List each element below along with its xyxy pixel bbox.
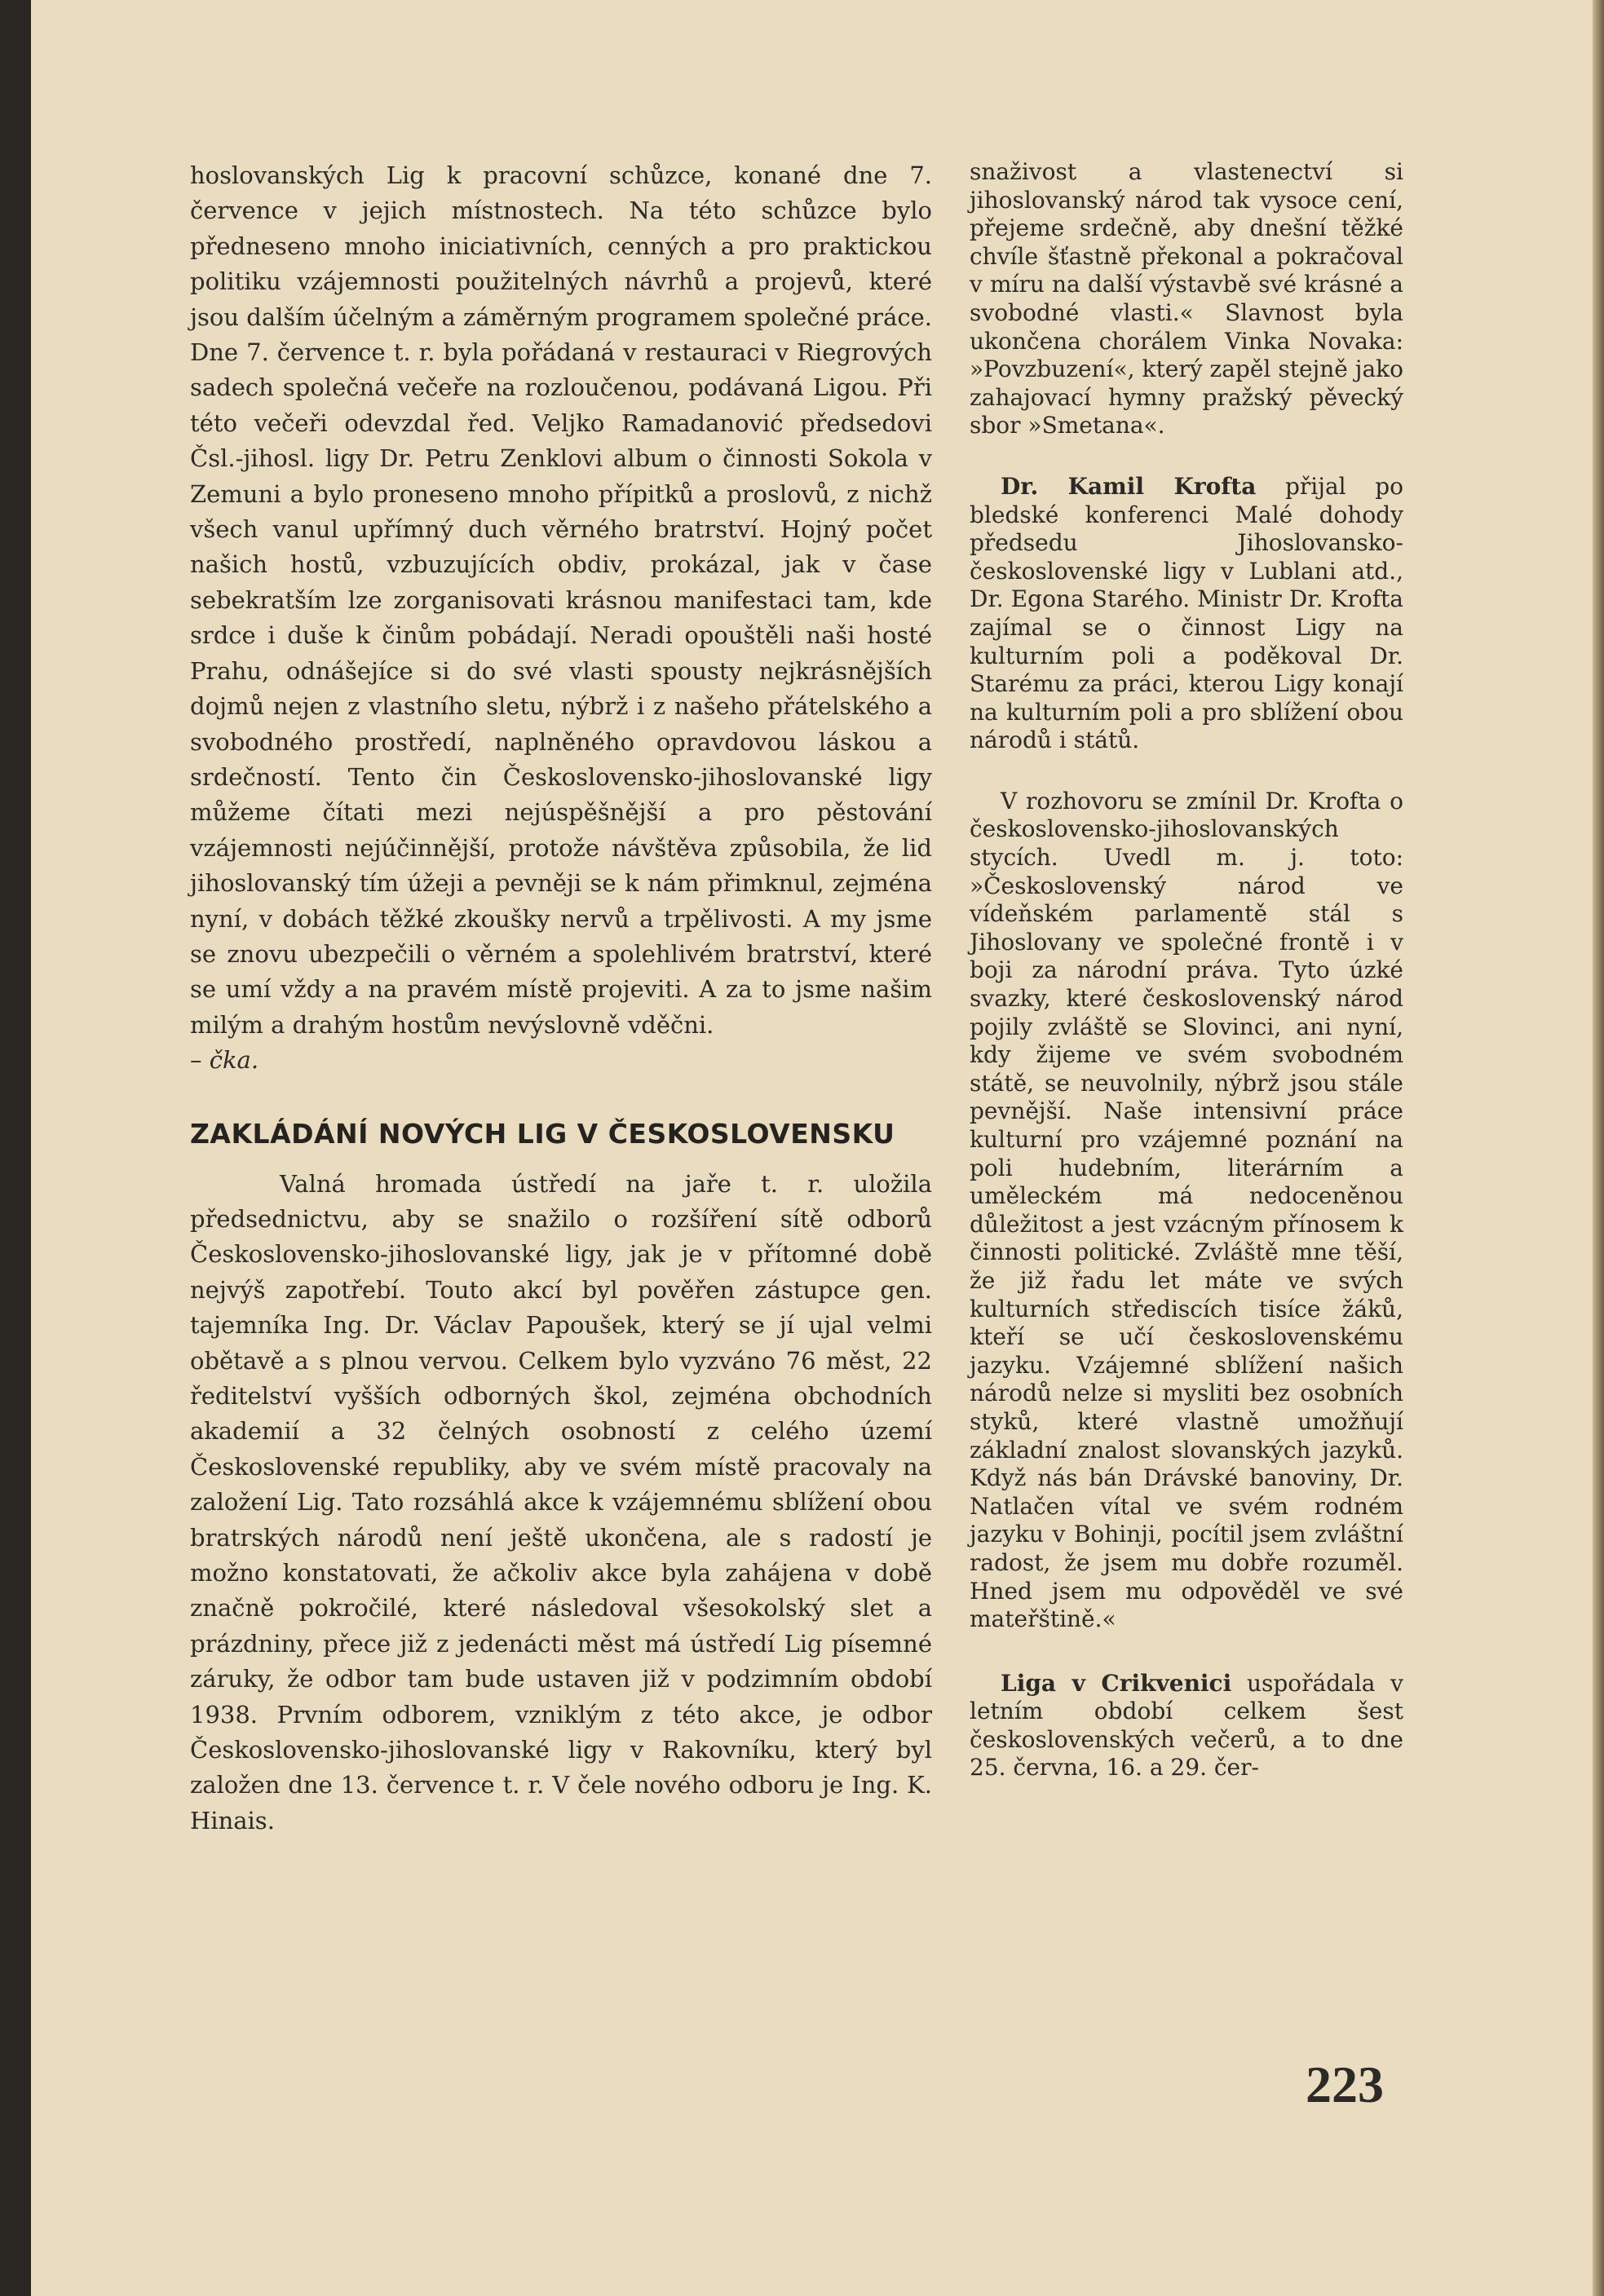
right-paragraph-3: V rozhovoru se zmínil Dr. Krofta o československo-jihoslovanských stycích. Uvedl m. j. toto: »Československý národ ve vídeňském parlamentě stál s Jihoslovany ve společné frontě i v boji za národní práva. Tyto úzké svazky, které československý národ pojily zvláště se Slovinci, ani nyní, kdy žijeme ve svém svobodném státě, se neuvolnily, nýbrž jsou stále pevnější. Naše intensivní práce kulturní pro vzájemné poznání na poli hudebním, literárním a uměleckém má nedoceněnou důležitost a jest vzácným přínosem k činnosti politické. Zvláště mne těší, že již řadu let máte ve svých kulturních střediscích tisíce žáků, kteří se učí československému jazyku. Vzájemné sblížení našich národů nelze si mysliti bez osobních styků, které vlastně umožňují základní znalost slovanských jazyků. Když nás bán Drávské banoviny, Dr. Natlačen vítal ve svém rodném jazyku v Bohinji, pocítil jsem zvláštní radost, že jsem mu dobře rozuměl. Hned jsem mu odpověděl ve své mateřštině.« — [970, 787, 1403, 1633]
right-paragraph-2-lead: Dr. Kamil Krofta — [1001, 472, 1257, 500]
page — [31, 0, 1604, 2296]
page-number: 223 — [1306, 2055, 1384, 2113]
right-paragraph-4 — [970, 1670, 1403, 1782]
right-paragraph-2-rest: přijal po bledské konferenci Malé dohody předsedu Jihoslovansko-československé ligy v Lublani atd., Dr. Egona Starého. Ministr Dr. Krofta zajímal se o činnost Ligy na kulturním poli a poděkoval Dr. Starému za práci, kterou Ligy konají na kulturním poli a pro sblížení obou národů i států. — [970, 472, 1403, 754]
section-heading: ZAKLÁDÁNÍ NOVÝCH LIG V ČESKOSLOVENSKU — [190, 1117, 895, 1150]
left-column — [190, 158, 932, 1839]
article-signature: – čka. — [190, 1046, 259, 1075]
right-paragraph-4-lead: Liga v Crikvenici — [1001, 1669, 1232, 1697]
right-column — [970, 158, 1403, 1782]
right-paragraph-1: snaživost a vlastenectví si jihoslovanský národ tak vysoce cení, přejeme srdečně, aby dnešní těžké chvíle šťastně překonal a pokračoval v míru na další výstavbě své krásné a svobodné vlasti.« Slavnost byla ukončena chorálem Vinka Novaka: »Povzbuzení«, který zapěl stejně jako zahajovací hymny pražský pěvecký sbor »Smetana«. — [970, 158, 1403, 439]
page-spine-shadow — [1593, 0, 1604, 2296]
left-paragraph-1: hoslovanských Lig k pracovní schůzce, konané dne 7. července v jejich místnostech. Na této schůzce bylo předneseno mnoho iniciativních, cenných a pro praktickou politiku vzájemnosti použitelných návrhů a projevů, které jsou dalším účelným a záměrným programem společné práce. Dne 7. července t. r. byla pořádaná v restauraci v Riegrových sadech společná večeře na rozloučenou, podávaná Ligou. Při této večeři odevzdal řed. Veljko Ramadanović předsedovi Čsl.-jihosl. ligy Dr. Petru Zenklovi album o činnosti Sokola v Zemuni a bylo proneseno mnoho přípitků a proslovů, z nichž všech vanul upřímný duch věrného bratrství. Hojný počet našich hostů, vzbuzujících obdiv, prokázal, jak v čase sebekratším lze zorganisovati krásnou manifestaci tam, kde srdce i duše k činům pobádají. Neradi opouštěli naši hosté Prahu, odnášejíce si do své vlasti spousty nejkrásnějších dojmů nejen z vlastního sletu, nýbrž i z našeho přátelského a svobodného prostředí, naplněného opravdovou láskou a srdečností. Tento čin Československo-jihoslovanské ligy můžeme čítati mezi nejúspěšnější a pro pěstování vzájemnosti nejúčinnější, protože návštěva způsobila, že lid jihoslovanský tím úžeji a pevněji se k nám přimknul, zejména nyní, v dobách těžké zkoušky nervů a trpělivosti. A my jsme se znovu ubezpečili o věrném a spolehlivém bratrství, které se umí vždy a na pravém místě projeviti. A za to jsme našim milým a drahým hostům nevýslovně vděčni. — [190, 161, 932, 1039]
right-paragraph-2 — [970, 473, 1403, 755]
right-paragraph-4-rest: uspořádala v letním období celkem šest československých večerů, a to dne 25. června, 16. a 29. čer- — [970, 1669, 1403, 1782]
left-paragraph-2: Valná hromada ústředí na jaře t. r. uložila předsednictvu, aby se snažilo o rozšíření sítě odborů Československo-jihoslovanské ligy, jak je v přítomné době nejvýš zapotřebí. Touto akcí byl pověřen zástupce gen. tajemníka Ing. Dr. Václav Papoušek, který se jí ujal velmi obětavě a s plnou vervou. Celkem bylo vyzváno 76 měst, 22 ředitelství vyšších odborných škol, zejména obchodních akademií a 32 čelných osobností z celého území Československé republiky, aby ve svém místě pracovaly na založení Lig. Tato rozsáhlá akce k vzájemnému sblížení obou bratrských národů není ještě ukončena, ale s radostí je možno konstatovati, že ačkoliv akce byla zahájena v době značně pokročilé, které následoval všesokolský slet a prázdniny, přece již z jedenácti měst má ústředí Lig písemné záruky, že odbor tam bude ustaven již v podzimním období 1938. Prvním odborem, vzniklým z této akce, je odbor Československo-jihoslovanské ligy v Rakovníku, který byl založen dne 13. července t. r. V čele nového odboru je Ing. K. Hinais. — [190, 1169, 932, 1835]
